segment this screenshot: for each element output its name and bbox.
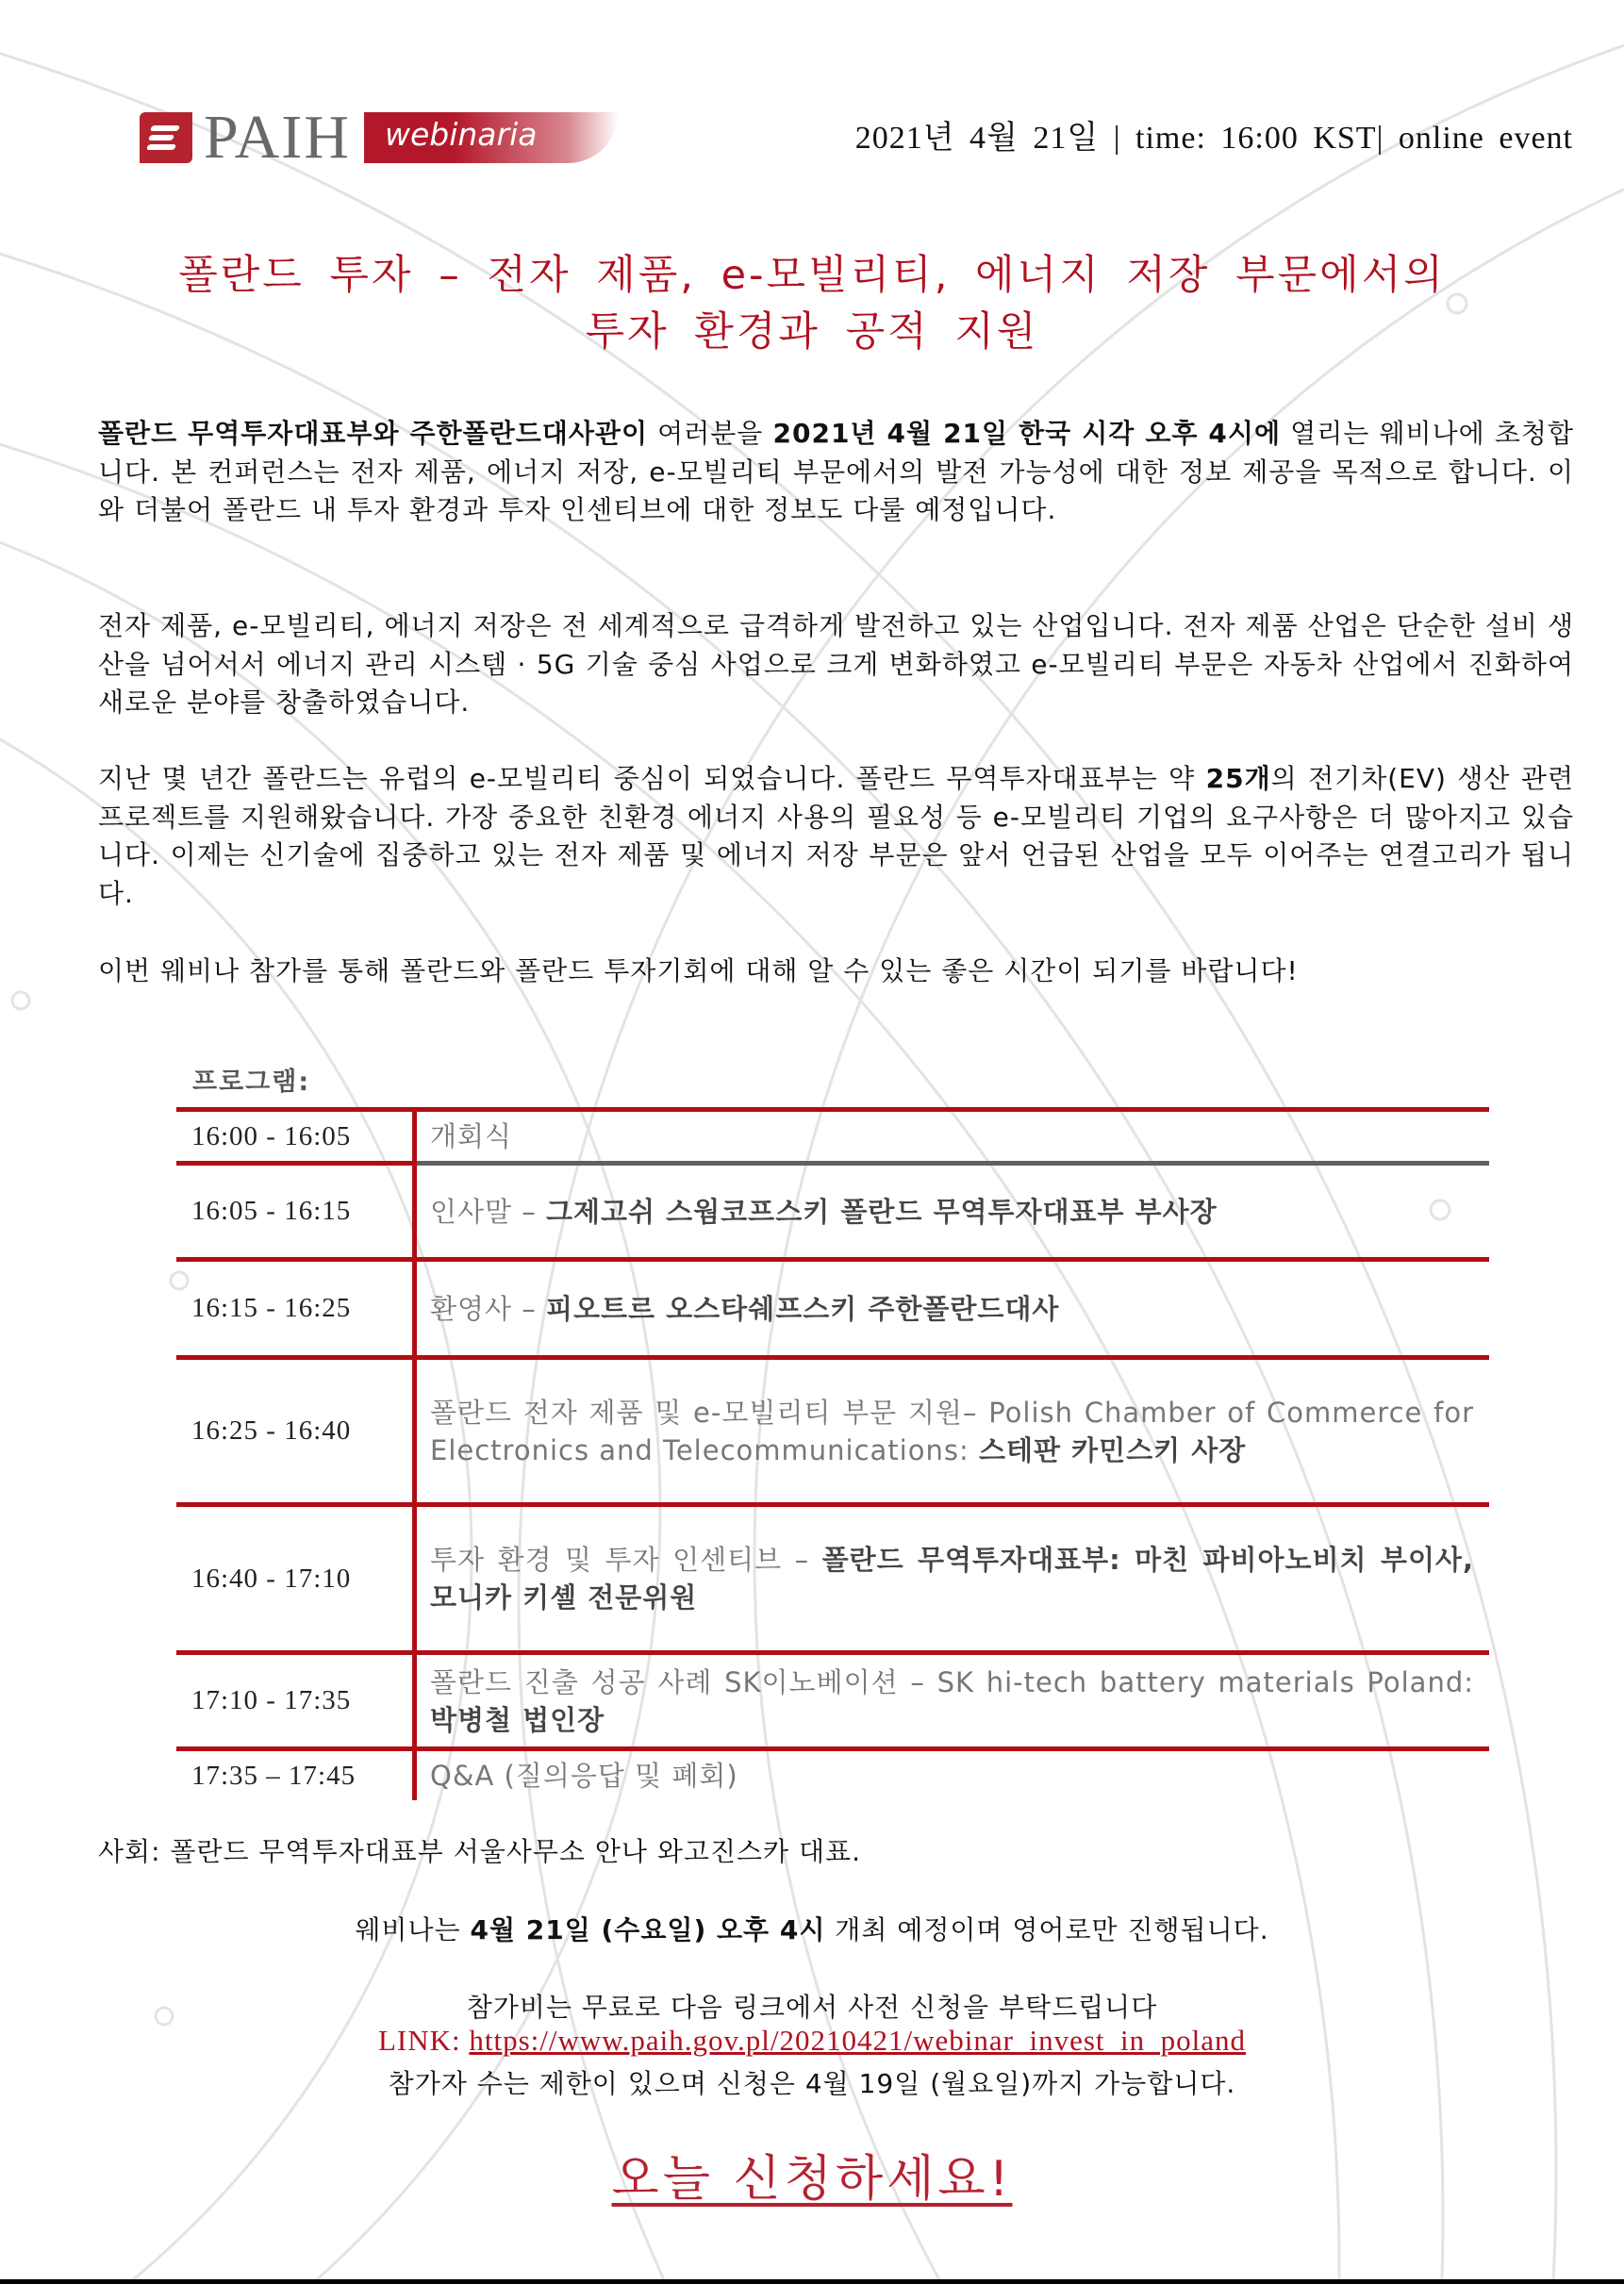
logo-ribbon: [364, 112, 619, 163]
closing-paragraph: 이번 웨비나 참가를 통해 폴란드와 폴란드 투자기회에 대해 알 수 있는 좋은 시간이 되기를 바랍니다!: [98, 955, 1299, 986]
paih-webinaria-logo: [140, 103, 619, 172]
program-description: [415, 1164, 1490, 1260]
schedule-date-time: 4월 21일 (수요일) 오후 4시: [470, 1914, 826, 1945]
intro-text: 여러분을: [648, 418, 773, 449]
page-title: [75, 247, 1549, 360]
program-time: 16:15 - 16:25: [176, 1260, 415, 1358]
intro-text-continued: 열리는 웨비나에 초청합니다. 본 컨퍼런스는 전자 제품, 에너지 저장, e-모빌리티 부문에서의 발전 가능성에 대한 정보 제공을 목적으로 합니다. 이와 더불어 폴란드 내 투자 환경과 투자 인센티브에 대한 정보도 다룰 예정입니다.: [98, 418, 1574, 525]
program-topic: 투자 환경 및 투자 인센티브 –: [430, 1544, 822, 1576]
program-time: 16:05 - 16:15: [176, 1164, 415, 1260]
title-line-1: 폴란드 투자 – 전자 제품, e-모빌리티, 에너지 저장 부문에서의: [178, 252, 1446, 299]
industry-paragraph: 전자 제품, e-모빌리티, 에너지 저장은 전 세계적으로 급격하게 발전하고 있는 산업입니다. 전자 제품 산업은 단순한 설비 생산을 넘어서서 에너지 관리 시스템 · 5G 기술 중심 사업으로 크게 변화하였고 e-모빌리티 부문은 자동차 산업에서 진화하여 새로운 분야를 창출하였습니다.: [98, 610, 1574, 718]
program-row: [176, 1653, 1489, 1749]
program-speaker: 그제고쉬 스웜코프스키 폴란드 무역투자대표부 부사장: [545, 1195, 1218, 1228]
program-time: 16:25 - 16:40: [176, 1358, 415, 1505]
program-description: [415, 1749, 1490, 1801]
program-topic: 폴란드 진출 성공 사례 SK이노베이션 – SK hi-tech battery materials Poland:: [430, 1665, 1474, 1698]
program-time: 17:35 – 17:45: [191, 1760, 356, 1791]
bottom-border: [0, 2279, 1624, 2284]
program-description: [415, 1653, 1490, 1749]
program-description: [415, 1358, 1490, 1505]
emobility-paragraph: [98, 760, 1574, 913]
program-row: [176, 1110, 1489, 1164]
program-row: [176, 1358, 1489, 1505]
program-description: [415, 1505, 1490, 1653]
program-time: 16:40 - 17:10: [176, 1505, 415, 1653]
schedule-text: 웨비나는: [355, 1914, 471, 1945]
program-time: 16:00 - 16:05: [176, 1110, 415, 1164]
program-table: [176, 1107, 1489, 1800]
emobility-text-continued: 의 전기차(EV) 생산 관련 프로젝트를 지원해왔습니다. 가장 중요한 친환경 에너지 사용의 필요성 등 e-모빌리티 기업의 요구사항은 더 많아지고 있습니다. 이제는 신기술에 집중하고 있는 전자 제품 및 에너지 저장 부문은 앞서 언급된 산업을 모두 이어주는 연결고리가 됩니다.: [98, 763, 1574, 909]
project-count: 25개: [1205, 763, 1271, 794]
logo-ribbon-text: webinaria: [384, 116, 538, 153]
program-speaker: 박병철 법인장: [430, 1703, 605, 1736]
program-speaker: 폴란드 무역투자대표부: 마친 파비아노비치 부이사, 모니카 키셸 전문위원: [430, 1544, 1474, 1614]
link-label: LINK:: [377, 2024, 470, 2057]
title-line-2: 투자 환경과 공적 지원: [585, 308, 1039, 356]
cta-text[interactable]: 오늘 신청하세요!: [611, 2151, 1013, 2208]
moderator-line: 사회: 폴란드 무역투자대표부 서울사무소 안나 와고진스카 대표.: [98, 1836, 861, 1867]
program-row: [176, 1505, 1489, 1653]
program-heading: 프로그램:: [192, 1068, 311, 1097]
registration-link[interactable]: https://www.paih.gov.pl/20210421/webinar_invest_in_poland: [469, 2024, 1246, 2057]
program-row: [176, 1260, 1489, 1358]
event-date-time: 2021년 4월 21일 | time: 16:00 KST| online event: [854, 121, 1573, 156]
logo-brand-text: PAIH: [204, 103, 351, 172]
registration-intro: 참가비는 무료로 다음 링크에서 사전 신청을 부탁드립니다: [466, 1992, 1158, 2023]
schedule-text-continued: 개최 예정이며 영어로만 진행됩니다.: [825, 1914, 1269, 1945]
program-topic: 인사말 –: [430, 1195, 546, 1228]
program-description: [415, 1110, 1490, 1164]
emobility-text: 지난 몇 년간 폴란드는 유럽의 e-모빌리티 중심이 되었습니다. 폴란드 무역투자대표부는 약: [98, 763, 1206, 794]
intro-organizers: 폴란드 무역투자대표부와 주한폴란드대사관이: [98, 418, 648, 449]
program-time: 17:10 - 17:35: [176, 1653, 415, 1749]
program-row: [176, 1749, 1489, 1801]
registration-deadline: 참가자 수는 제한이 있으며 신청은 4월 19일 (월요일)까지 가능합니다.: [388, 2068, 1236, 2099]
program-description: [415, 1260, 1490, 1358]
register-today-cta[interactable]: [0, 2139, 1624, 2210]
program-topic: 개회식: [430, 1120, 513, 1152]
program-topic: Q&A (질의응답 및 폐회): [430, 1760, 738, 1792]
program-speaker: 피오트르 오스타쉐프스키 주한폴란드대사: [545, 1292, 1060, 1325]
paih-flag-icon: [140, 112, 192, 163]
program-row: [176, 1164, 1489, 1260]
intro-date: 2021년 4월 21일 한국 시각 오후 4시에: [772, 418, 1282, 449]
program-speaker: 스테판 카민스키 사장: [978, 1433, 1247, 1466]
schedule-note: [0, 1910, 1624, 1947]
registration-link-line: [0, 2024, 1624, 2058]
program-topic: 폴란드 전자 제품 및 e-모빌리티 부문 지원– Polish Chamber of Commerce for Electronics and Telecommunications:: [430, 1396, 1474, 1466]
program-topic: 환영사 –: [430, 1292, 546, 1325]
intro-paragraph: [98, 415, 1574, 530]
